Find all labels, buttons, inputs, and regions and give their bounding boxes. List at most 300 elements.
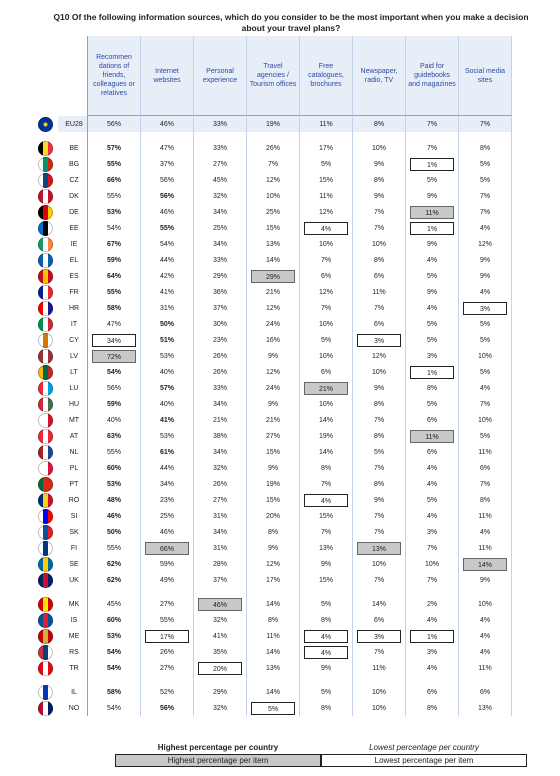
value-label: 11% [319,192,333,200]
flag-cell [32,556,58,572]
country-code: FI [58,540,88,556]
value-cell [353,524,406,540]
table-row [32,252,512,268]
value-cell [88,116,141,132]
value-cell [459,188,512,204]
value-label: 14% [318,448,333,456]
value-cell [300,700,353,716]
country-code: NL [58,444,88,460]
value-label: 5% [320,600,332,608]
value-label: 23% [159,496,174,504]
value-label: 11% [266,632,280,640]
value-cell [88,444,141,460]
value-label: 14% [265,648,280,656]
value-label: 10% [371,704,386,712]
value-label: 32% [212,704,227,712]
value-label: 15% [318,512,333,520]
value-label: 54% [106,224,121,232]
value-cell [300,444,353,460]
value-label: 7% [320,480,332,488]
value-label: 34% [212,208,227,216]
value-cell [300,508,353,524]
flag-icon [38,613,53,628]
value-label: 8% [267,616,279,624]
value-label: 38% [212,432,227,440]
value-label: 57% [159,384,174,392]
value-label: 6% [320,368,332,376]
flag-cell [32,396,58,412]
value-label: 8% [373,480,385,488]
value-label: 4% [426,616,438,624]
table-row [32,116,512,132]
table-row [32,700,512,716]
value-label: 10% [371,240,386,248]
value-label: 7% [426,120,438,128]
value-label: 1% [410,222,454,235]
column-header: Free catalogues, brochures [300,36,353,116]
value-cell [88,540,141,556]
value-label: 8% [267,528,279,536]
value-cell [459,364,512,380]
value-label: 61% [159,448,174,456]
flag-cell [32,444,58,460]
value-label: 27% [159,664,174,672]
value-label: 54% [106,648,121,656]
value-cell [353,572,406,588]
value-cell [247,540,300,556]
legend-lowest-item: Lowest percentage per item [321,754,527,767]
value-cell [406,316,459,332]
value-cell [247,524,300,540]
value-cell [88,508,141,524]
table-row [32,156,512,172]
value-cell [141,252,194,268]
column-header: Recommen dations of friends, colleagues or relatives [88,36,141,116]
value-label: 33% [212,256,227,264]
flag-icon [38,477,53,492]
value-cell [194,188,247,204]
value-label: 54% [159,240,174,248]
row-gap [32,676,512,684]
value-cell [353,660,406,676]
value-label: 10% [318,400,333,408]
value-label: 27% [159,600,174,608]
value-label: 4% [479,384,491,392]
country-code: IT [58,316,88,332]
value-label: 55% [159,616,174,624]
value-label: 11% [410,206,454,219]
value-label: 8% [426,384,438,392]
value-label: 29% [212,688,227,696]
table-row [32,596,512,612]
value-cell [406,612,459,628]
table-row [32,172,512,188]
value-label: 4% [479,288,491,296]
value-label: 11% [478,448,492,456]
value-cell [353,236,406,252]
value-cell [406,540,459,556]
value-cell [300,348,353,364]
value-label: 53% [159,432,174,440]
value-cell [247,380,300,396]
value-label: 4% [479,648,491,656]
value-cell [247,492,300,508]
value-label: 55% [159,224,174,232]
value-cell [406,364,459,380]
value-label: 7% [479,120,491,128]
value-cell [194,268,247,284]
value-cell [88,188,141,204]
header-spacer [58,36,88,116]
value-cell [406,572,459,588]
value-cell [300,172,353,188]
value-cell [459,116,512,132]
value-label: 41% [159,288,174,296]
value-cell [141,540,194,556]
value-cell [141,220,194,236]
value-cell [247,412,300,428]
value-label: 11% [478,512,492,520]
flag-icon [38,573,53,588]
flag-cell [32,380,58,396]
value-cell [194,380,247,396]
value-cell [247,300,300,316]
value-cell [353,284,406,300]
value-cell [88,524,141,540]
value-label: 10% [477,416,492,424]
value-cell [141,348,194,364]
value-label: 19% [265,480,280,488]
value-cell [406,348,459,364]
value-label: 19% [318,432,333,440]
value-cell [459,204,512,220]
flag-icon [38,525,53,540]
value-cell [88,348,141,364]
value-label: 32% [212,464,227,472]
value-cell [141,428,194,444]
value-cell [247,428,300,444]
value-label: 9% [373,384,385,392]
value-cell [353,444,406,460]
value-label: 5% [479,432,491,440]
value-cell [406,380,459,396]
value-cell [406,412,459,428]
value-label: 14% [371,600,386,608]
value-label: 37% [212,304,227,312]
value-label: 34% [212,528,227,536]
value-cell [194,284,247,300]
value-cell [141,268,194,284]
value-label: 3% [426,528,438,536]
value-cell [406,140,459,156]
value-label: 33% [212,120,227,128]
value-label: 66% [106,176,121,184]
country-code: IL [58,684,88,700]
value-cell [194,396,247,412]
flag-cell [32,460,58,476]
country-code: AT [58,428,88,444]
value-label: 11% [478,544,492,552]
value-cell [459,316,512,332]
value-cell [406,172,459,188]
value-label: 9% [267,352,279,360]
value-label: 6% [373,272,385,280]
table-row [32,204,512,220]
value-cell [406,492,459,508]
value-label: 12% [318,288,333,296]
value-cell [141,172,194,188]
value-label: 10% [318,240,333,248]
value-cell [194,556,247,572]
value-label: 54% [106,664,121,672]
flag-cell [32,428,58,444]
flag-cell [32,220,58,236]
value-cell [247,316,300,332]
value-label: 11% [319,120,333,128]
value-label: 8% [426,704,438,712]
value-cell [459,300,512,316]
value-cell [300,364,353,380]
value-cell [459,540,512,556]
value-cell [141,644,194,660]
value-label: 27% [212,496,227,504]
country-code: CZ [58,172,88,188]
value-cell [300,252,353,268]
value-cell [194,700,247,716]
value-label: 4% [426,256,438,264]
value-label: 21% [265,416,280,424]
value-label: 55% [106,192,121,200]
header-row [32,36,512,116]
value-label: 17% [145,630,189,643]
value-cell [300,428,353,444]
value-label: 8% [373,400,385,408]
value-cell [141,556,194,572]
value-cell [247,188,300,204]
value-label: 9% [479,576,491,584]
value-label: 32% [212,616,227,624]
value-cell [300,412,353,428]
table-row [32,660,512,676]
value-cell [459,156,512,172]
value-label: 20% [265,512,280,520]
value-label: 4% [304,630,348,643]
value-label: 7% [426,144,438,152]
value-cell [353,628,406,644]
value-cell [406,156,459,172]
value-cell [300,460,353,476]
table-row [32,220,512,236]
value-cell [459,596,512,612]
flag-icon [38,397,53,412]
value-label: 7% [479,192,491,200]
value-cell [353,316,406,332]
flag-cell [32,140,58,156]
value-cell [141,612,194,628]
value-cell [141,396,194,412]
value-cell [406,684,459,700]
flag-icon [38,301,53,316]
value-cell [141,380,194,396]
value-cell [406,660,459,676]
value-cell [459,628,512,644]
value-label: 5% [320,688,332,696]
value-cell [194,540,247,556]
value-cell [194,300,247,316]
flag-icon [38,629,53,644]
value-label: 7% [426,576,438,584]
value-cell [406,556,459,572]
legend [115,742,527,767]
value-label: 11% [478,664,492,672]
value-label: 53% [106,632,121,640]
flag-icon [38,237,53,252]
value-cell [88,204,141,220]
table-row [32,644,512,660]
value-label: 26% [212,352,227,360]
value-label: 47% [106,320,121,328]
value-cell [300,396,353,412]
value-label: 56% [106,384,121,392]
value-label: 51% [159,336,174,344]
value-cell [88,316,141,332]
value-cell [141,412,194,428]
value-cell [88,660,141,676]
country-code: EU28 [58,116,88,132]
value-label: 55% [106,448,121,456]
value-cell [247,332,300,348]
value-cell [406,268,459,284]
value-cell [194,348,247,364]
value-label: 3% [426,648,438,656]
value-label: 3% [357,334,401,347]
country-code: SK [58,524,88,540]
value-cell [141,316,194,332]
table-row [32,140,512,156]
value-cell [141,204,194,220]
value-label: 5% [426,496,438,504]
value-cell [247,140,300,156]
value-cell [141,700,194,716]
value-label: 26% [212,368,227,376]
value-label: 1% [410,158,454,171]
table-row [32,444,512,460]
flag-cell [32,332,58,348]
value-label: 27% [265,432,280,440]
table-row [32,572,512,588]
table-row [32,428,512,444]
value-label: 11% [410,430,454,443]
flag-icon [38,445,53,460]
flag-cell [32,628,58,644]
value-cell [353,684,406,700]
value-cell [353,188,406,204]
value-label: 6% [373,320,385,328]
country-code: PT [58,476,88,492]
value-cell [300,188,353,204]
flag-icon [38,365,53,380]
value-cell [300,316,353,332]
table-row [32,332,512,348]
flag-icon [38,509,53,524]
value-label: 11% [372,664,386,672]
value-label: 24% [265,320,280,328]
value-label: 46% [159,208,174,216]
value-label: 7% [373,224,385,232]
value-label: 8% [373,432,385,440]
value-cell [141,628,194,644]
value-label: 3% [426,352,438,360]
value-label: 10% [265,192,280,200]
value-label: 7% [479,208,491,216]
country-code: IE [58,236,88,252]
value-label: 41% [159,416,174,424]
value-cell [88,220,141,236]
value-cell [247,612,300,628]
flag-icon [38,349,53,364]
value-cell [406,524,459,540]
value-cell [88,236,141,252]
value-label: 60% [106,464,121,472]
value-label: 34% [92,334,136,347]
value-label: 33% [212,144,227,152]
value-cell [247,156,300,172]
value-cell [406,396,459,412]
value-cell [88,380,141,396]
value-label: 26% [265,144,280,152]
results-table [32,36,512,716]
value-label: 4% [304,494,348,507]
value-cell [459,172,512,188]
flag-cell [32,156,58,172]
table-row [32,188,512,204]
value-cell [88,628,141,644]
value-label: 45% [106,600,121,608]
country-code: ES [58,268,88,284]
value-label: 9% [320,560,332,568]
value-label: 4% [426,664,438,672]
value-label: 5% [479,336,491,344]
value-label: 9% [479,272,491,280]
value-label: 4% [304,646,348,659]
value-label: 59% [106,400,121,408]
value-label: 9% [267,400,279,408]
value-label: 10% [371,368,386,376]
value-cell [353,252,406,268]
value-label: 31% [212,512,227,520]
value-label: 56% [159,192,174,200]
value-cell [406,188,459,204]
value-cell [247,508,300,524]
value-label: 14% [265,600,280,608]
value-cell [406,644,459,660]
value-label: 7% [373,304,385,312]
country-code: TR [58,660,88,676]
value-cell [194,316,247,332]
value-cell [141,300,194,316]
flag-icon [38,661,53,676]
value-label: 4% [426,464,438,472]
value-cell [459,556,512,572]
value-cell [300,236,353,252]
value-cell [459,268,512,284]
value-cell [247,236,300,252]
value-label: 23% [212,336,227,344]
value-cell [459,572,512,588]
flag-icon [38,117,53,132]
value-label: 5% [426,320,438,328]
value-cell [459,332,512,348]
